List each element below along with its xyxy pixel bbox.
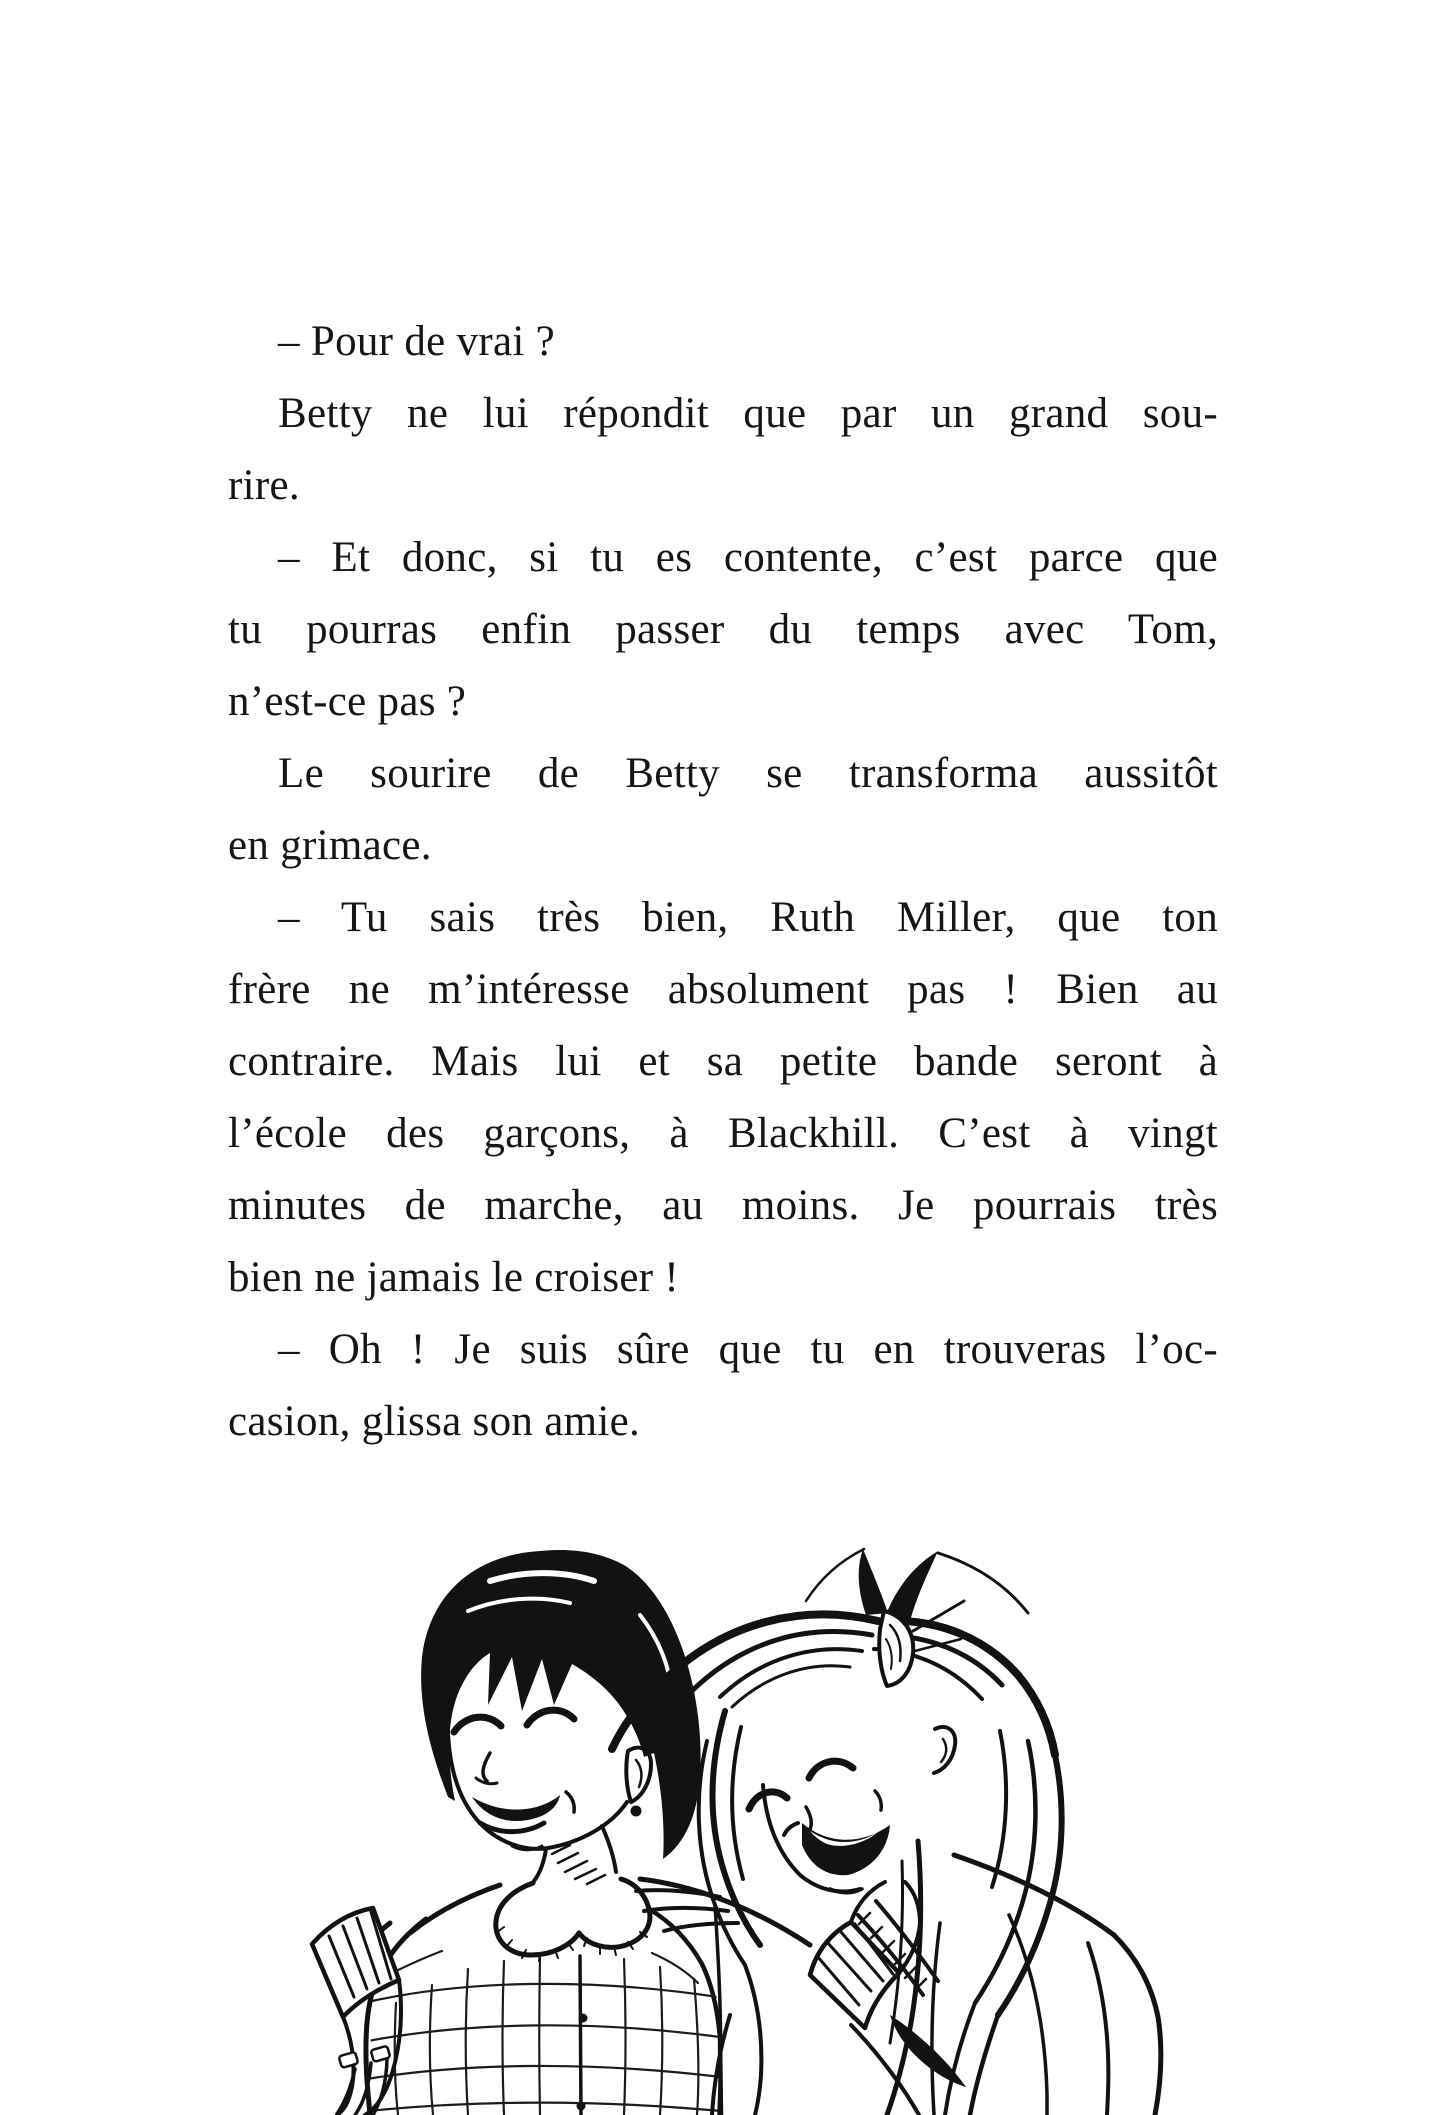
left-girl xyxy=(312,1550,721,2115)
text-line: contraire. Mais lui et sa petite bande seront à xyxy=(228,1038,1218,1085)
text-block xyxy=(228,306,1218,1458)
text-line: Betty ne lui répondit que par un grand sou- xyxy=(278,390,1218,437)
illustration-two-girls-laughing xyxy=(250,1545,1200,2115)
right-girl-arm-around-shoulder xyxy=(636,1879,810,1945)
text-line: rire. xyxy=(228,462,300,509)
text-line: – Tu sais très bien, Ruth Miller, que ton xyxy=(278,894,1218,941)
left-girl-arm xyxy=(312,1885,500,2115)
text-line: l’école des garçons, à Blackhill. C’est à vingt xyxy=(228,1110,1218,1157)
text-line: en grimace. xyxy=(228,822,432,869)
text-line: – Pour de vrai ? xyxy=(278,318,556,365)
text-line: casion, glissa son amie. xyxy=(228,1398,641,1445)
text-line: bien ne jamais le croiser ! xyxy=(228,1254,680,1301)
text-line: – Oh ! Je suis sûre que tu en trouveras l’oc- xyxy=(278,1326,1218,1373)
text-line: minutes de marche, au moins. Je pourrais très xyxy=(228,1182,1218,1229)
right-girl xyxy=(612,1549,1161,2115)
text-line: Le sourire de Betty se transforma aussitôt xyxy=(278,750,1218,797)
text-line: – Et donc, si tu es contente, c’est parce que xyxy=(278,534,1218,581)
text-line: n’est-ce pas ? xyxy=(228,678,467,725)
text-line: frère ne m’intéresse absolument pas ! Bien au xyxy=(228,966,1218,1013)
text-line: tu pourras enfin passer du temps avec Tom, xyxy=(228,606,1218,653)
